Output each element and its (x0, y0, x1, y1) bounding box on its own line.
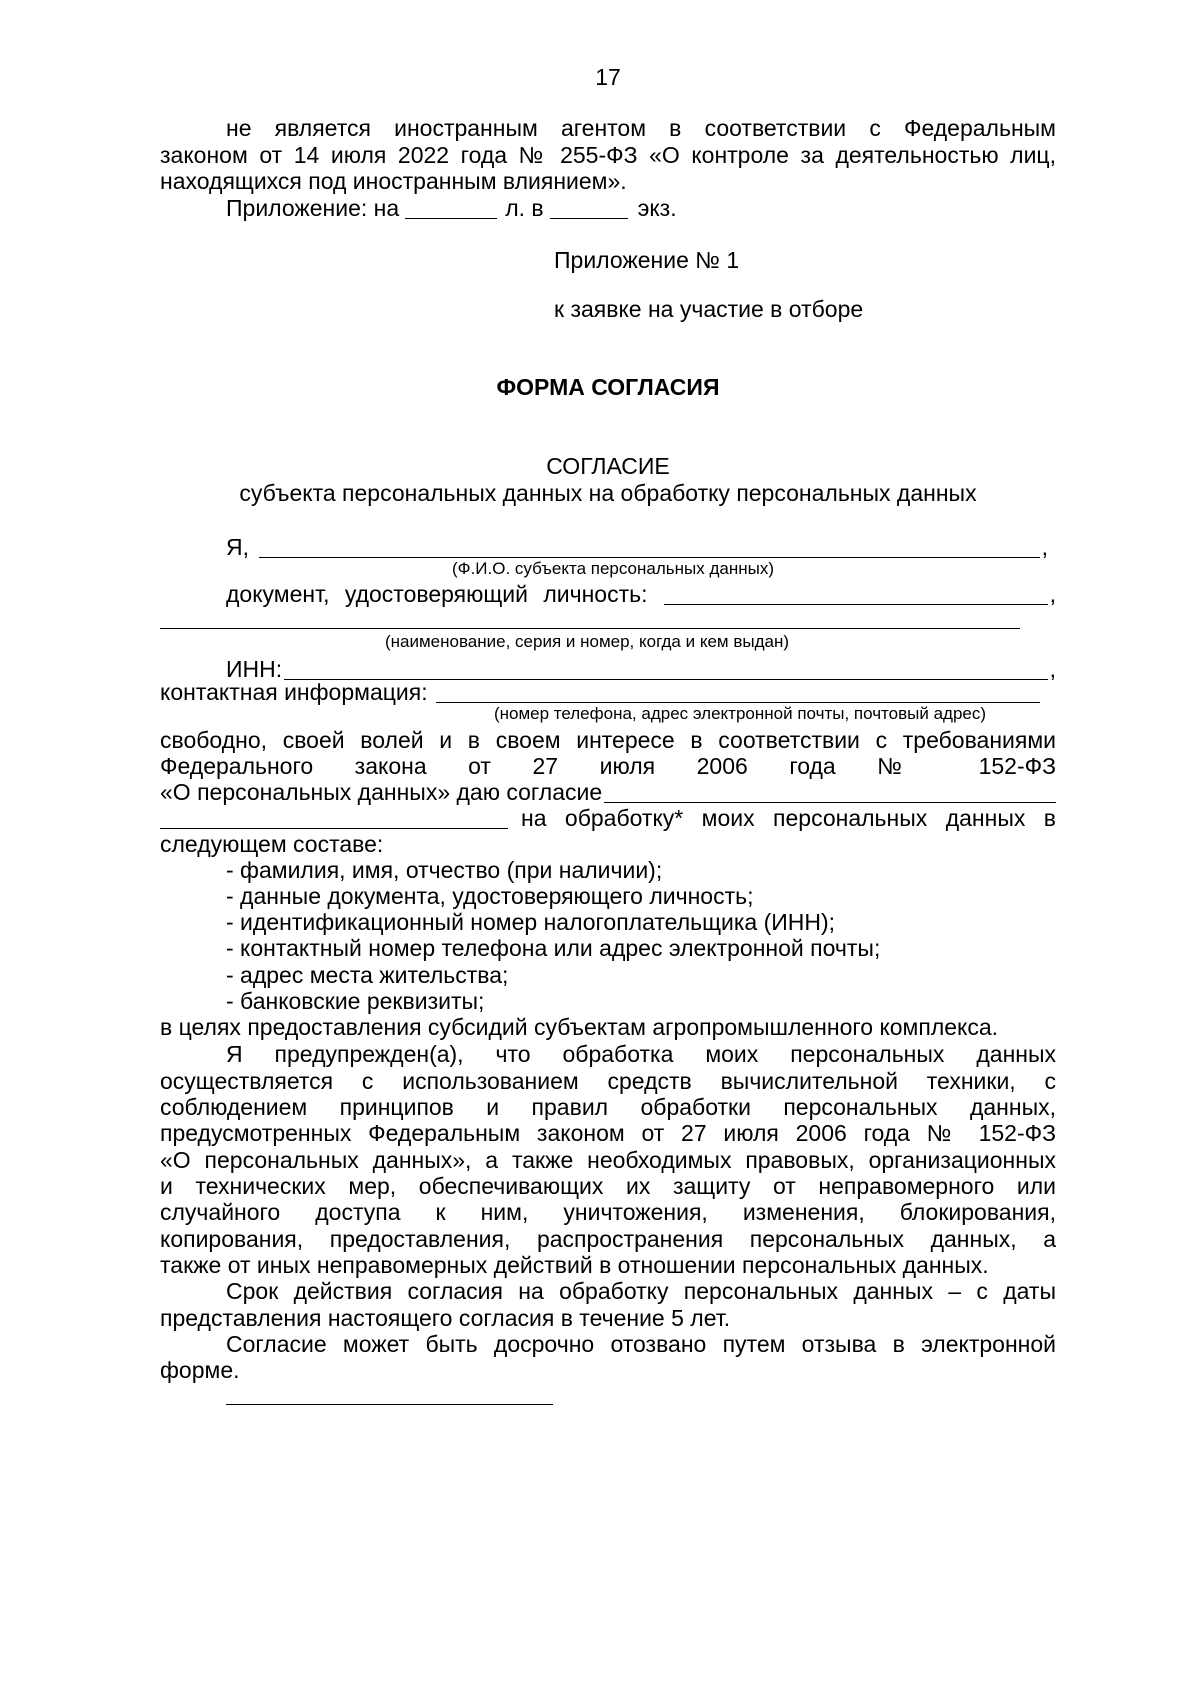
name-field-end: , (1041, 534, 1048, 560)
form-title: ФОРМА СОГЛАСИЯ (496, 374, 720, 400)
document-field-continuation-blank (160, 628, 1020, 629)
agreement-line: Федерального закона от 27 июля 2006 года № 152-ФЗ (160, 753, 1056, 779)
intro-line: законом от 14 июля 2022 года № 255-ФЗ «О контроле за деятельностью лиц, (160, 142, 1056, 168)
warning-line: соблюдением принципов и правил обработки персональных данных, (160, 1094, 1056, 1120)
data-list-item: - адрес места жительства; (226, 962, 509, 988)
agreement-line: следующем составе: (160, 831, 384, 857)
consent-recipient-continuation-blank (160, 827, 508, 829)
inn-field-end: , (1049, 656, 1056, 682)
inn-field-label: ИНН: (226, 656, 283, 682)
agreement-processing-row (160, 805, 1056, 831)
warning-line: «О персональных данных», а также необходимых правовых, организационных (160, 1147, 1056, 1173)
document-field-label: документ, удостоверяющий личность: (226, 581, 648, 607)
revocation-line: форме. (160, 1357, 240, 1383)
warning-line: осуществляется с использованием средств вычислительной техники, с (160, 1068, 1056, 1094)
data-list-item: - данные документа, удостоверяющего личность; (226, 883, 754, 909)
warning-line: случайного доступа к ним, уничтожения, изменения, блокирования, (160, 1199, 1056, 1225)
intro-line: находящихся под иностранным влиянием». (160, 168, 627, 194)
validity-line: представления настоящего согласия в течение 5 лет. (160, 1305, 731, 1331)
contact-field-row (160, 679, 1040, 705)
attachment-line (226, 195, 677, 221)
agreement-consent-row (160, 779, 1056, 805)
intro-line: не является иностранным агентом в соответствии с Федеральным (226, 115, 1056, 141)
appendix-number: Приложение № 1 (554, 247, 740, 273)
document-field-end: , (1049, 581, 1056, 607)
document-field-row (226, 581, 1056, 607)
name-field-caption: (Ф.И.О. субъекта персональных данных) (451, 559, 774, 578)
validity-line: Срок действия согласия на обработку персональных данных – с даты (226, 1278, 1056, 1304)
appendix-caption: к заявке на участие в отборе (554, 296, 864, 322)
agreement-line: «О персональных данных» даю согласие (160, 779, 603, 805)
document-field-blank (664, 603, 1048, 605)
revocation-line: Согласие может быть досрочно отозвано путем отзыва в электронной (226, 1331, 1056, 1357)
attachment-middle: л. в (505, 195, 544, 221)
purpose-line: в целях предоставления субсидий субъектам агропромышленного комплекса. (160, 1014, 999, 1040)
page-number: 17 (595, 64, 621, 90)
attachment-pages-blank (405, 217, 497, 219)
signature-line (226, 1404, 553, 1405)
data-list-item: - фамилия, имя, отчество (при наличии); (226, 857, 663, 883)
attachment-suffix: экз. (637, 195, 677, 221)
consent-subtitle: субъекта персональных данных на обработку персональных данных (239, 480, 977, 506)
warning-line: и технических мер, обеспечивающих их защиту от неправомерного или (160, 1173, 1056, 1199)
agreement-line: свободно, своей волей и в своем интересе в соответствии с требованиями (160, 727, 1056, 753)
attachment-prefix: Приложение: на (226, 195, 400, 221)
agreement-line: на обработку* моих персональных данных в (521, 805, 1056, 831)
warning-line: предусмотренных Федеральным законом от 27 июля 2006 года № 152-ФЗ (160, 1120, 1056, 1146)
name-field-row (226, 534, 1048, 560)
warning-line: копирования, предоставления, распространения персональных данных, а (160, 1226, 1056, 1252)
data-list-item: - идентификационный номер налогоплательщика (ИНН); (226, 909, 836, 935)
name-field-label: Я, (226, 534, 249, 560)
name-field-blank (259, 556, 1040, 558)
warning-line: также от иных неправомерных действий в отношении персональных данных. (160, 1252, 989, 1278)
data-list-item: - контактный номер телефона или адрес электронной почты; (226, 935, 881, 961)
contact-field-blank (436, 701, 1040, 703)
attachment-copies-blank (550, 217, 628, 219)
consent-title: СОГЛАСИЕ (546, 453, 670, 479)
document-field-caption: (наименование, серия и номер, когда и кем выдан) (384, 632, 789, 651)
contact-field-label: контактная информация: (160, 679, 428, 705)
contact-field-caption: (номер телефона, адрес электронной почты, почтовый адрес) (493, 704, 987, 723)
warning-line: Я предупрежден(а), что обработка моих персональных данных (226, 1041, 1056, 1067)
consent-recipient-blank (604, 801, 1056, 803)
data-list-item: - банковские реквизиты; (226, 988, 485, 1014)
